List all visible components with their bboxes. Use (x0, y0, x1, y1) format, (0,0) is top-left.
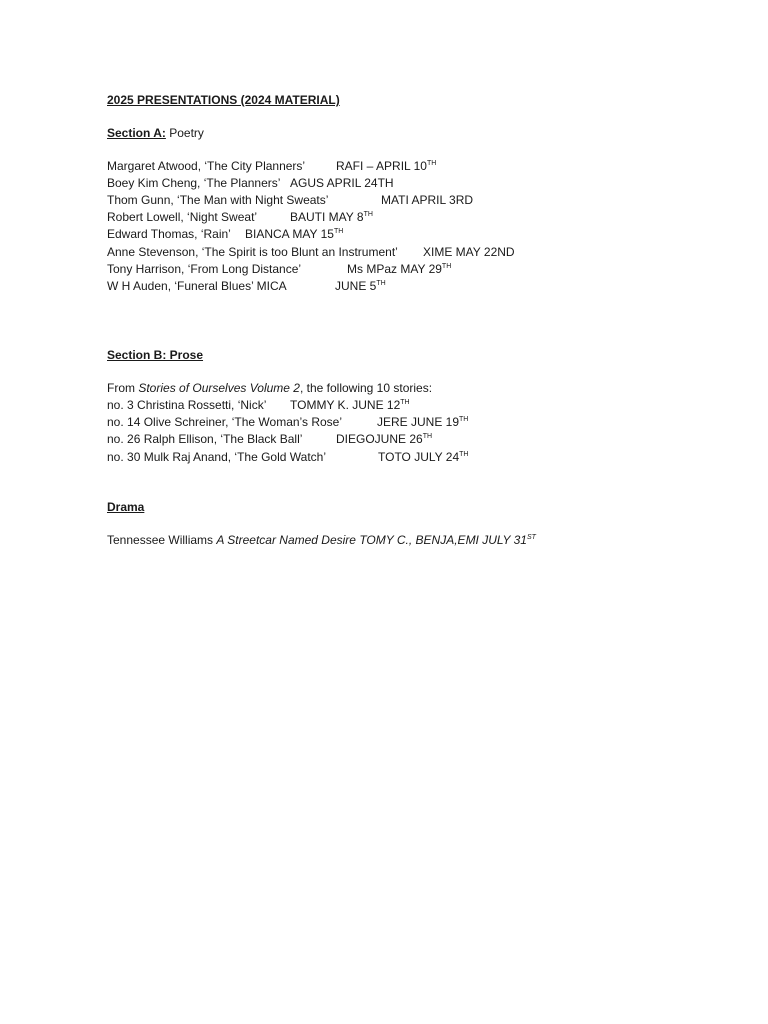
poetry-item (107, 226, 344, 242)
section-a-subheading: Poetry (165, 126, 204, 140)
poetry-work: Robert Lowell, ‘Night Sweat’ (107, 210, 258, 224)
poetry-presenter: MATI APRIL 3RD (381, 193, 474, 207)
poetry-work: Anne Stevenson, ‘The Spirit is too Blunt an Instrument’ (107, 245, 398, 259)
poetry-item (107, 158, 437, 174)
prose-item (107, 449, 469, 465)
poetry-work: Margaret Atwood, ‘The City Planners’ (107, 159, 306, 173)
drama-title: A Streetcar Named Desire TOMY C., BENJA,EMI JULY 31ST (216, 533, 536, 547)
poetry-item (107, 175, 394, 191)
poetry-work: Edward Thomas, ‘Rain’ (107, 227, 231, 241)
prose-item (107, 397, 410, 413)
prose-work: no. 26 Ralph Ellison, ‘The Black Ball’ (107, 432, 303, 446)
prose-presenter: TOTO JULY 24TH (378, 450, 469, 464)
prose-presenter: JERE JUNE 19TH (377, 415, 469, 429)
poetry-work: Tony Harrison, ‘From Long Distance’ (107, 262, 302, 276)
prose-work: no. 14 Olive Schreiner, ‘The Woman’s Rose’ (107, 415, 343, 429)
drama-author: Tennessee Williams (107, 533, 217, 547)
poetry-work: Boey Kim Cheng, ‘The Planners’ (107, 176, 281, 190)
section-a-heading: Section A: (107, 126, 166, 140)
poetry-presenter: Ms MPaz MAY 29TH (347, 262, 452, 276)
poetry-item (107, 261, 452, 277)
prose-work: no. 30 Mulk Raj Anand, ‘The Gold Watch’ (107, 450, 326, 464)
drama-heading: Drama (107, 500, 145, 514)
poetry-item (107, 244, 515, 260)
poetry-presenter: BAUTI MAY 8TH (290, 210, 373, 224)
section-a-heading-line (107, 125, 204, 141)
poetry-item (107, 209, 373, 225)
poetry-item (107, 278, 386, 294)
poetry-presenter: JUNE 5TH (335, 279, 386, 293)
poetry-work: W H Auden, ‘Funeral Blues’ MICA (107, 279, 287, 293)
prose-item (107, 431, 433, 447)
drama-item (107, 532, 536, 548)
prose-work: no. 3 Christina Rossetti, ‘Nick’ (107, 398, 267, 412)
poetry-work: Thom Gunn, ‘The Man with Night Sweats’ (107, 193, 329, 207)
prose-presenter: DIEGOJUNE 26TH (336, 432, 433, 446)
poetry-presenter: RAFI – APRIL 10TH (336, 159, 437, 173)
document-title: 2025 PRESENTATIONS (2024 MATERIAL) (107, 93, 340, 107)
prose-presenter: TOMMY K. JUNE 12TH (290, 398, 410, 412)
prose-item (107, 414, 469, 430)
poetry-presenter: AGUS APRIL 24TH (290, 176, 394, 190)
poetry-item (107, 192, 474, 208)
poetry-presenter: XIME MAY 22ND (423, 245, 515, 259)
section-b-heading: Section B: Prose (107, 348, 204, 362)
section-b-intro: From Stories of Ourselves Volume 2, the following 10 stories: (107, 381, 433, 395)
book-title: Stories of Ourselves Volume 2 (138, 381, 300, 395)
poetry-presenter: BIANCA MAY 15TH (245, 227, 344, 241)
